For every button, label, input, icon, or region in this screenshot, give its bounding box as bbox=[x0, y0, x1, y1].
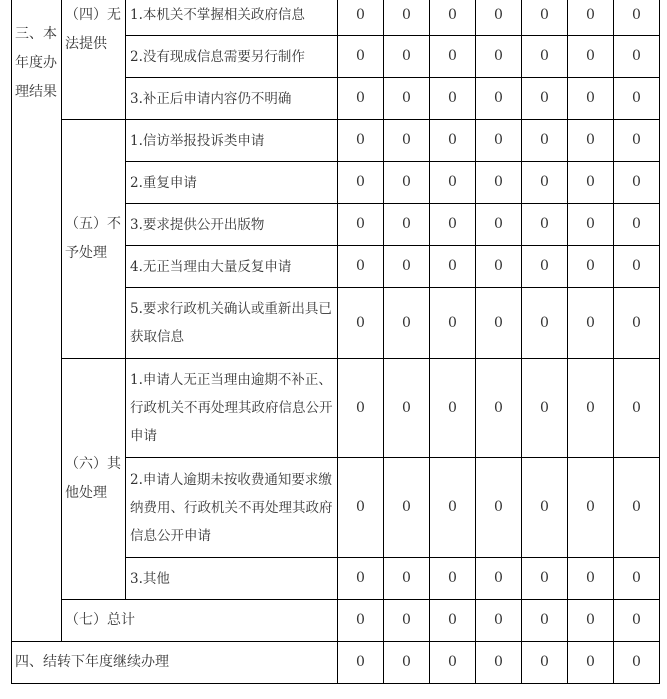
value-cell: 0 bbox=[568, 0, 614, 36]
value-cell: 0 bbox=[568, 359, 614, 458]
value-cell: 0 bbox=[384, 120, 430, 162]
value-cell: 0 bbox=[568, 600, 614, 642]
value-cell: 0 bbox=[338, 120, 384, 162]
value-cell: 0 bbox=[522, 78, 568, 120]
value-cell: 0 bbox=[430, 359, 476, 458]
section-4-row bbox=[12, 642, 660, 684]
value-cell: 0 bbox=[384, 558, 430, 600]
value-cell: 0 bbox=[522, 458, 568, 558]
value-cell: 0 bbox=[338, 288, 384, 359]
value-cell: 0 bbox=[614, 642, 660, 684]
value-cell: 0 bbox=[614, 120, 660, 162]
value-cell: 0 bbox=[430, 120, 476, 162]
value-cell: 0 bbox=[384, 642, 430, 684]
value-cell: 0 bbox=[430, 600, 476, 642]
value-cell: 0 bbox=[338, 642, 384, 684]
value-cell: 0 bbox=[476, 600, 522, 642]
value-cell: 0 bbox=[338, 359, 384, 458]
value-cell: 0 bbox=[614, 162, 660, 204]
value-cell: 0 bbox=[476, 458, 522, 558]
value-cell: 0 bbox=[384, 36, 430, 78]
item-label: 2.重复申请 bbox=[126, 162, 338, 204]
value-cell: 0 bbox=[614, 288, 660, 359]
value-cell: 0 bbox=[476, 204, 522, 246]
item-label: 3.其他 bbox=[126, 558, 338, 600]
item-label: 2.没有现成信息需要另行制作 bbox=[126, 36, 338, 78]
item-label: 3.补正后申请内容仍不明确 bbox=[126, 78, 338, 120]
value-cell: 0 bbox=[384, 288, 430, 359]
value-cell: 0 bbox=[614, 600, 660, 642]
value-cell: 0 bbox=[522, 0, 568, 36]
value-cell: 0 bbox=[614, 246, 660, 288]
value-cell: 0 bbox=[476, 642, 522, 684]
table-row bbox=[12, 0, 660, 36]
value-cell: 0 bbox=[384, 246, 430, 288]
value-cell: 0 bbox=[384, 78, 430, 120]
table-row bbox=[12, 359, 660, 458]
value-cell: 0 bbox=[476, 120, 522, 162]
total-label: （七）总计 bbox=[62, 600, 338, 642]
total-row bbox=[12, 600, 660, 642]
section-3-label: 三、本年度办理结果 bbox=[12, 0, 62, 642]
value-cell: 0 bbox=[384, 600, 430, 642]
value-cell: 0 bbox=[430, 458, 476, 558]
value-cell: 0 bbox=[338, 204, 384, 246]
value-cell: 0 bbox=[338, 36, 384, 78]
value-cell: 0 bbox=[430, 288, 476, 359]
value-cell: 0 bbox=[522, 36, 568, 78]
value-cell: 0 bbox=[430, 204, 476, 246]
item-label: 1.申请人无正当理由逾期不补正、行政机关不再处理其政府信息公开申请 bbox=[126, 359, 338, 458]
item-label: 3.要求提供公开出版物 bbox=[126, 204, 338, 246]
value-cell: 0 bbox=[338, 458, 384, 558]
value-cell: 0 bbox=[476, 288, 522, 359]
value-cell: 0 bbox=[430, 0, 476, 36]
value-cell: 0 bbox=[568, 204, 614, 246]
table-row bbox=[12, 120, 660, 162]
group-label: （四）无法提供 bbox=[62, 0, 126, 120]
value-cell: 0 bbox=[476, 162, 522, 204]
value-cell: 0 bbox=[522, 642, 568, 684]
value-cell: 0 bbox=[568, 642, 614, 684]
value-cell: 0 bbox=[614, 558, 660, 600]
value-cell: 0 bbox=[384, 458, 430, 558]
value-cell: 0 bbox=[522, 120, 568, 162]
value-cell: 0 bbox=[614, 458, 660, 558]
value-cell: 0 bbox=[568, 120, 614, 162]
value-cell: 0 bbox=[568, 458, 614, 558]
value-cell: 0 bbox=[430, 162, 476, 204]
value-cell: 0 bbox=[522, 246, 568, 288]
value-cell: 0 bbox=[430, 246, 476, 288]
value-cell: 0 bbox=[568, 288, 614, 359]
value-cell: 0 bbox=[614, 0, 660, 36]
value-cell: 0 bbox=[522, 600, 568, 642]
value-cell: 0 bbox=[476, 36, 522, 78]
value-cell: 0 bbox=[430, 558, 476, 600]
government-info-disclosure-table bbox=[11, 0, 660, 684]
value-cell: 0 bbox=[522, 558, 568, 600]
group-label: （五）不予处理 bbox=[62, 120, 126, 359]
value-cell: 0 bbox=[568, 36, 614, 78]
section-4-label: 四、结转下年度继续办理 bbox=[12, 642, 338, 684]
item-label: 4.无正当理由大量反复申请 bbox=[126, 246, 338, 288]
value-cell: 0 bbox=[614, 204, 660, 246]
value-cell: 0 bbox=[522, 204, 568, 246]
value-cell: 0 bbox=[430, 78, 476, 120]
value-cell: 0 bbox=[384, 0, 430, 36]
value-cell: 0 bbox=[430, 642, 476, 684]
value-cell: 0 bbox=[476, 0, 522, 36]
item-label: 5.要求行政机关确认或重新出具已获取信息 bbox=[126, 288, 338, 359]
item-label: 1.本机关不掌握相关政府信息 bbox=[126, 0, 338, 36]
value-cell: 0 bbox=[338, 246, 384, 288]
item-label: 2.申请人逾期未按收费通知要求缴纳费用、行政机关不再处理其政府信息公开申请 bbox=[126, 458, 338, 558]
value-cell: 0 bbox=[338, 162, 384, 204]
value-cell: 0 bbox=[568, 162, 614, 204]
value-cell: 0 bbox=[384, 359, 430, 458]
value-cell: 0 bbox=[384, 204, 430, 246]
value-cell: 0 bbox=[338, 0, 384, 36]
group-label: （六）其他处理 bbox=[62, 359, 126, 600]
value-cell: 0 bbox=[568, 246, 614, 288]
value-cell: 0 bbox=[614, 78, 660, 120]
value-cell: 0 bbox=[522, 288, 568, 359]
value-cell: 0 bbox=[568, 558, 614, 600]
value-cell: 0 bbox=[614, 359, 660, 458]
value-cell: 0 bbox=[476, 359, 522, 458]
value-cell: 0 bbox=[568, 78, 614, 120]
value-cell: 0 bbox=[614, 36, 660, 78]
value-cell: 0 bbox=[476, 246, 522, 288]
value-cell: 0 bbox=[476, 78, 522, 120]
value-cell: 0 bbox=[522, 162, 568, 204]
value-cell: 0 bbox=[384, 162, 430, 204]
value-cell: 0 bbox=[522, 359, 568, 458]
value-cell: 0 bbox=[476, 558, 522, 600]
item-label: 1.信访举报投诉类申请 bbox=[126, 120, 338, 162]
value-cell: 0 bbox=[430, 36, 476, 78]
value-cell: 0 bbox=[338, 78, 384, 120]
value-cell: 0 bbox=[338, 558, 384, 600]
value-cell: 0 bbox=[338, 600, 384, 642]
